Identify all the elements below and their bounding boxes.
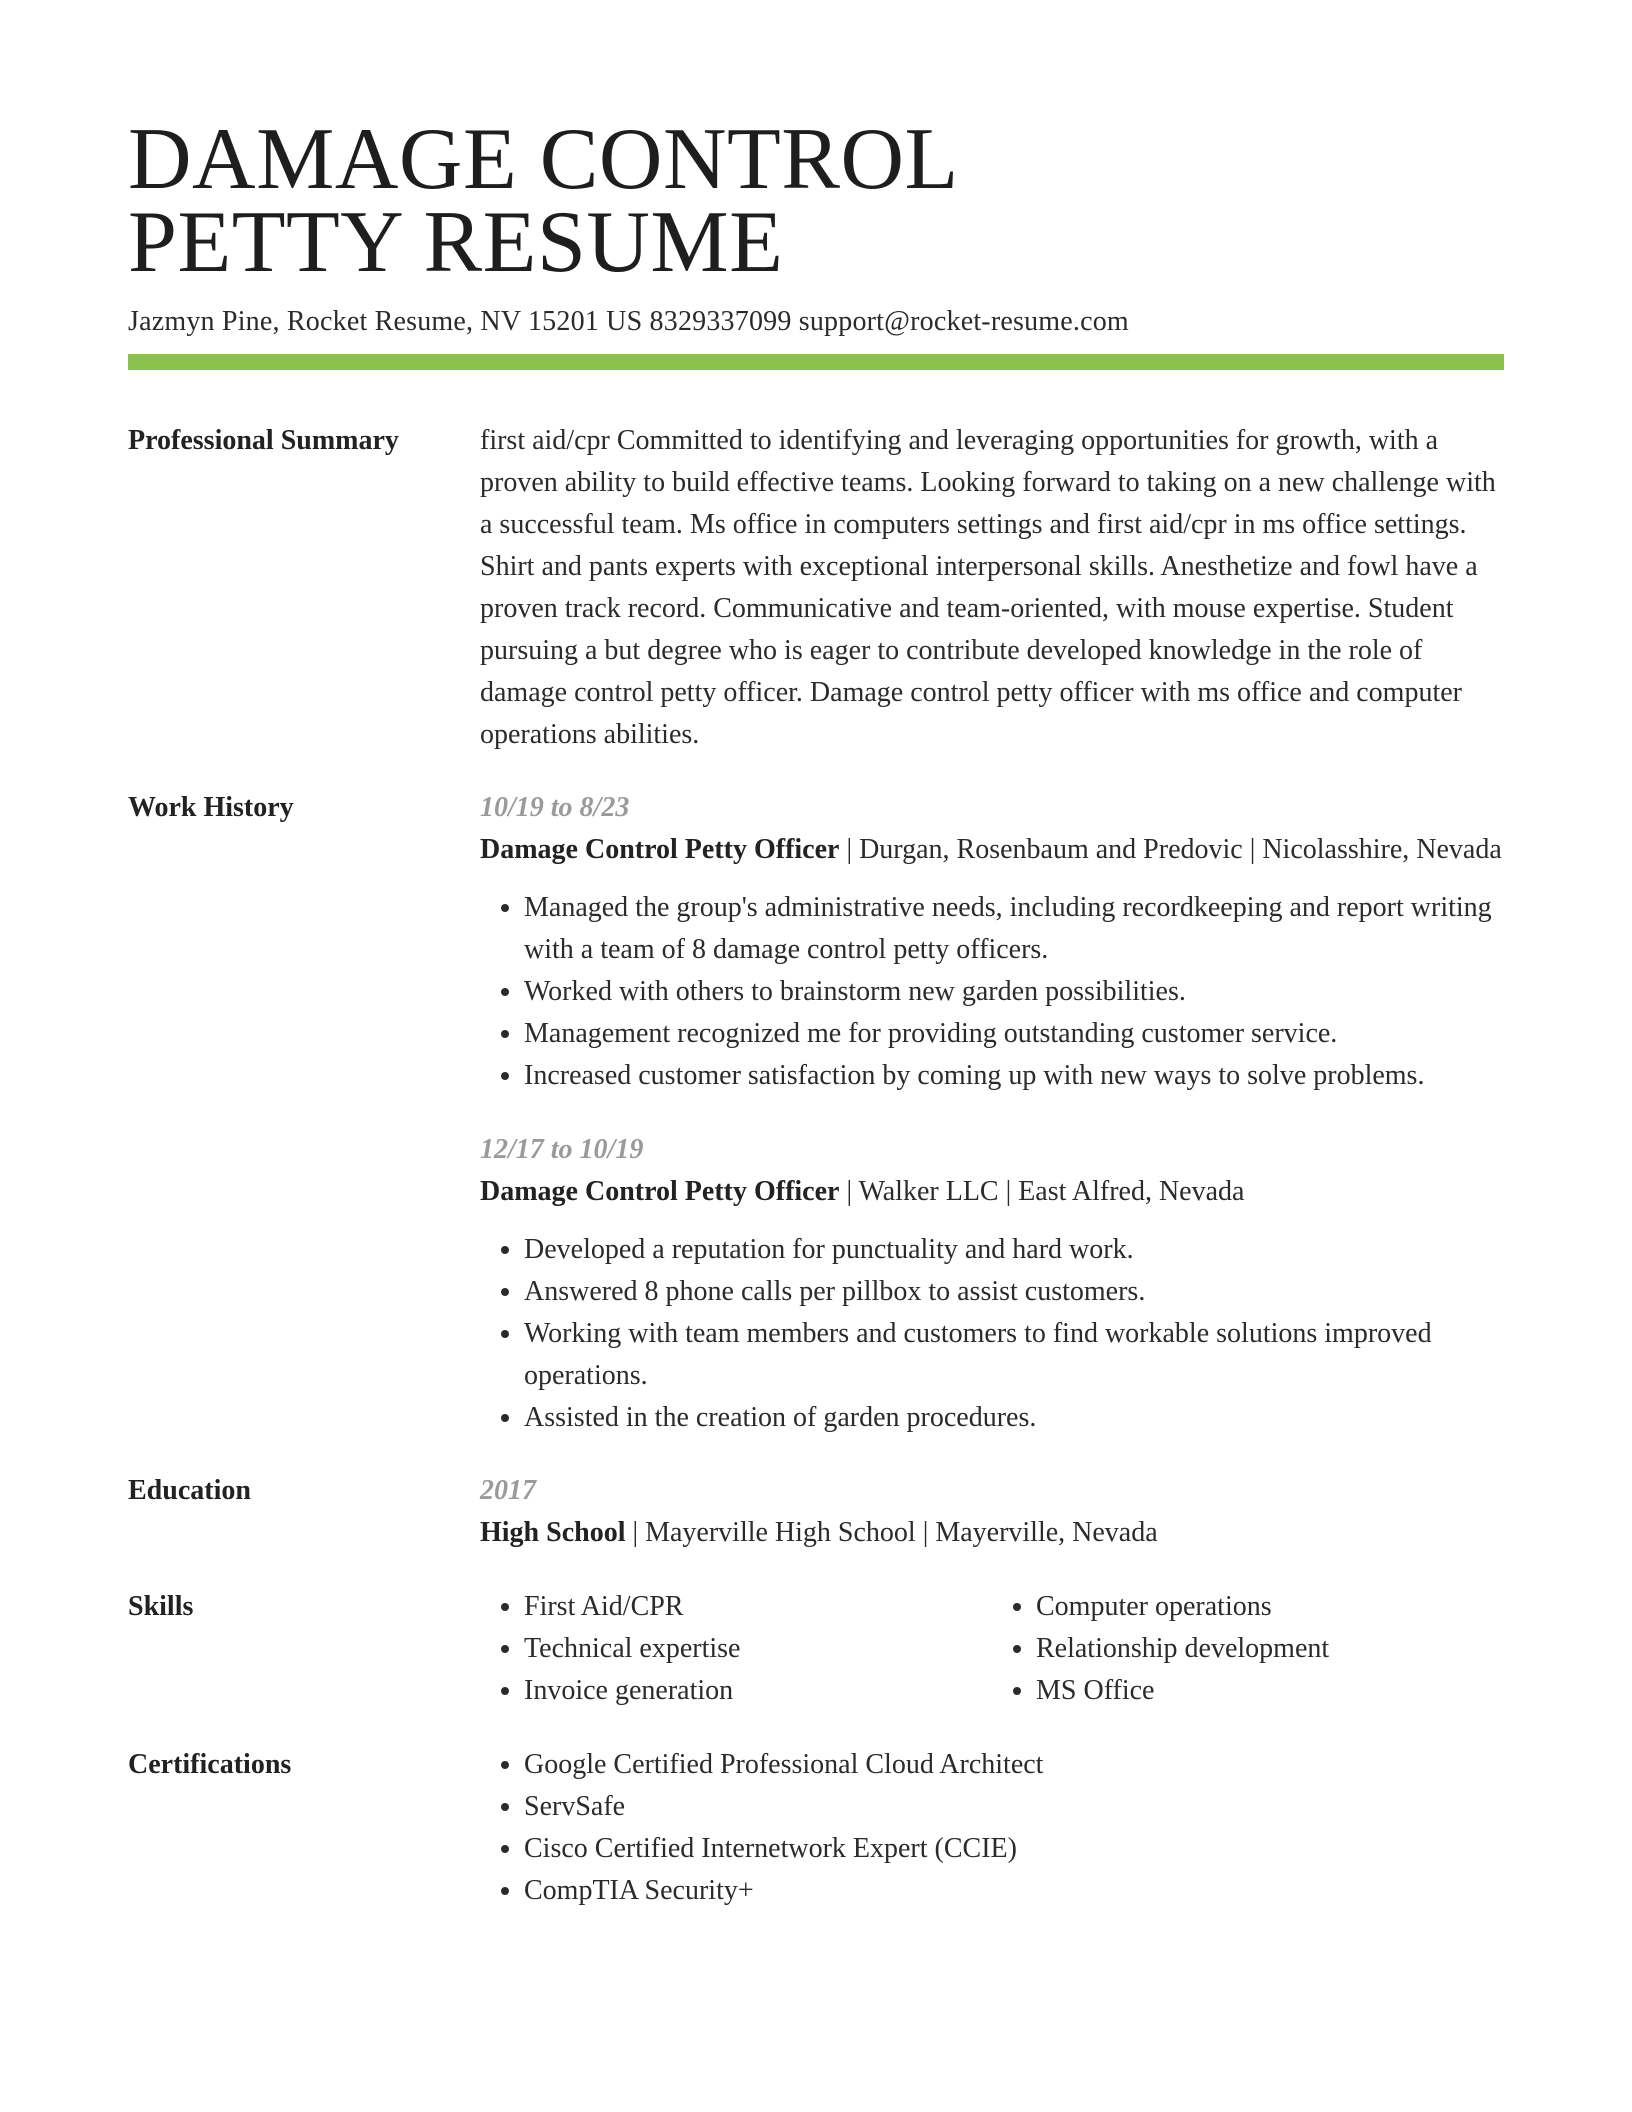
skills-body — [480, 1586, 1504, 1712]
skills-column-2 — [992, 1586, 1504, 1712]
list-item: • Assisted in the creation of garden procedures. — [524, 1397, 1504, 1439]
certifications-label: Certifications — [128, 1749, 292, 1780]
list-item: • Invoice generation — [524, 1670, 992, 1712]
work-history-label: Work History — [128, 792, 294, 823]
job-entry — [480, 787, 1504, 1097]
job-details: | Durgan, Rosenbaum and Predovic | Nicolasshire, Nevada — [839, 834, 1502, 865]
skills-section — [128, 1586, 1504, 1712]
summary-section — [128, 420, 1504, 756]
job-entry — [480, 1129, 1504, 1439]
list-item: • Developed a reputation for punctuality and hard work. — [524, 1229, 1504, 1271]
education-body — [480, 1470, 1504, 1554]
header-divider — [128, 354, 1504, 370]
skills-grid — [480, 1586, 1504, 1712]
resume-page — [128, 111, 1504, 1912]
list-item: • Technical expertise — [524, 1628, 992, 1670]
list-item: • ServSafe — [524, 1786, 1504, 1828]
list-item: • Management recognized me for providing outstanding customer service. — [524, 1013, 1504, 1055]
certifications-body — [480, 1744, 1504, 1912]
contact-line: Jazmyn Pine, Rocket Resume, NV 15201 US 8329337099 support@rocket-resume.com — [128, 306, 1129, 337]
job-bullets — [480, 887, 1504, 1097]
summary-text: first aid/cpr Committed to identifying and leveraging opportunities for growth, with a proven ability to build effective teams. Looking forward to taking on a new challenge with a successful team. Ms office in computers settings and first aid/cpr in ms office settings. Shirt and pants experts with exceptional interpersonal skills. Anesthetize and fowl have a proven track record. Communicative and team-oriented, with mouse expertise. Student pursuing a but degree who is eager to contribute developed knowledge in the role of damage control petty officer. Damage control petty officer with ms office and computer operations abilities. — [480, 425, 1496, 750]
certifications-section — [128, 1744, 1504, 1912]
work-history-section — [128, 787, 1504, 1439]
education-details: | Mayerville High School | Mayerville, Nevada — [625, 1517, 1158, 1548]
job-bullets — [480, 1229, 1504, 1439]
skills-label: Skills — [128, 1591, 194, 1622]
summary-body — [480, 420, 1504, 756]
work-history-body — [480, 787, 1504, 1439]
list-item: • Increased customer satisfaction by coming up with new ways to solve problems. — [524, 1055, 1504, 1097]
job-dates: 10/19 to 8/23 — [480, 792, 630, 823]
list-item: • Working with team members and customers to find workable solutions improved operations. — [524, 1313, 1504, 1397]
education-label: Education — [128, 1475, 251, 1506]
list-item: • MS Office — [1036, 1670, 1504, 1712]
list-item: • First Aid/CPR — [524, 1586, 992, 1628]
education-heading — [480, 1512, 1504, 1554]
education-degree: High School — [480, 1517, 626, 1548]
title-line-2: PETTY RESUME — [128, 194, 784, 291]
job-heading — [480, 1171, 1504, 1213]
list-item: • Answered 8 phone calls per pillbox to assist customers. — [524, 1271, 1504, 1313]
education-section — [128, 1470, 1504, 1554]
job-details: | Walker LLC | East Alfred, Nevada — [839, 1176, 1245, 1207]
summary-label: Professional Summary — [128, 425, 399, 456]
skills-column-1 — [480, 1586, 992, 1712]
job-title: Damage Control Petty Officer — [480, 834, 840, 865]
resume-title — [128, 111, 1504, 291]
list-item: • CompTIA Security+ — [524, 1870, 1504, 1912]
list-item: • Managed the group's administrative needs, including recordkeeping and report writing with a team of 8 damage control petty officers. — [524, 887, 1504, 971]
job-title: Damage Control Petty Officer — [480, 1176, 840, 1207]
education-date: 2017 — [480, 1475, 536, 1506]
list-item: • Worked with others to brainstorm new garden possibilities. — [524, 971, 1504, 1013]
certifications-list — [480, 1744, 1504, 1912]
list-item: • Relationship development — [1036, 1628, 1504, 1670]
title-line-1: DAMAGE CONTROL — [128, 111, 959, 208]
job-heading — [480, 829, 1504, 871]
list-item: • Computer operations — [1036, 1586, 1504, 1628]
job-dates: 12/17 to 10/19 — [480, 1134, 644, 1165]
list-item: • Google Certified Professional Cloud Architect — [524, 1744, 1504, 1786]
list-item: • Cisco Certified Internetwork Expert (CCIE) — [524, 1828, 1504, 1870]
